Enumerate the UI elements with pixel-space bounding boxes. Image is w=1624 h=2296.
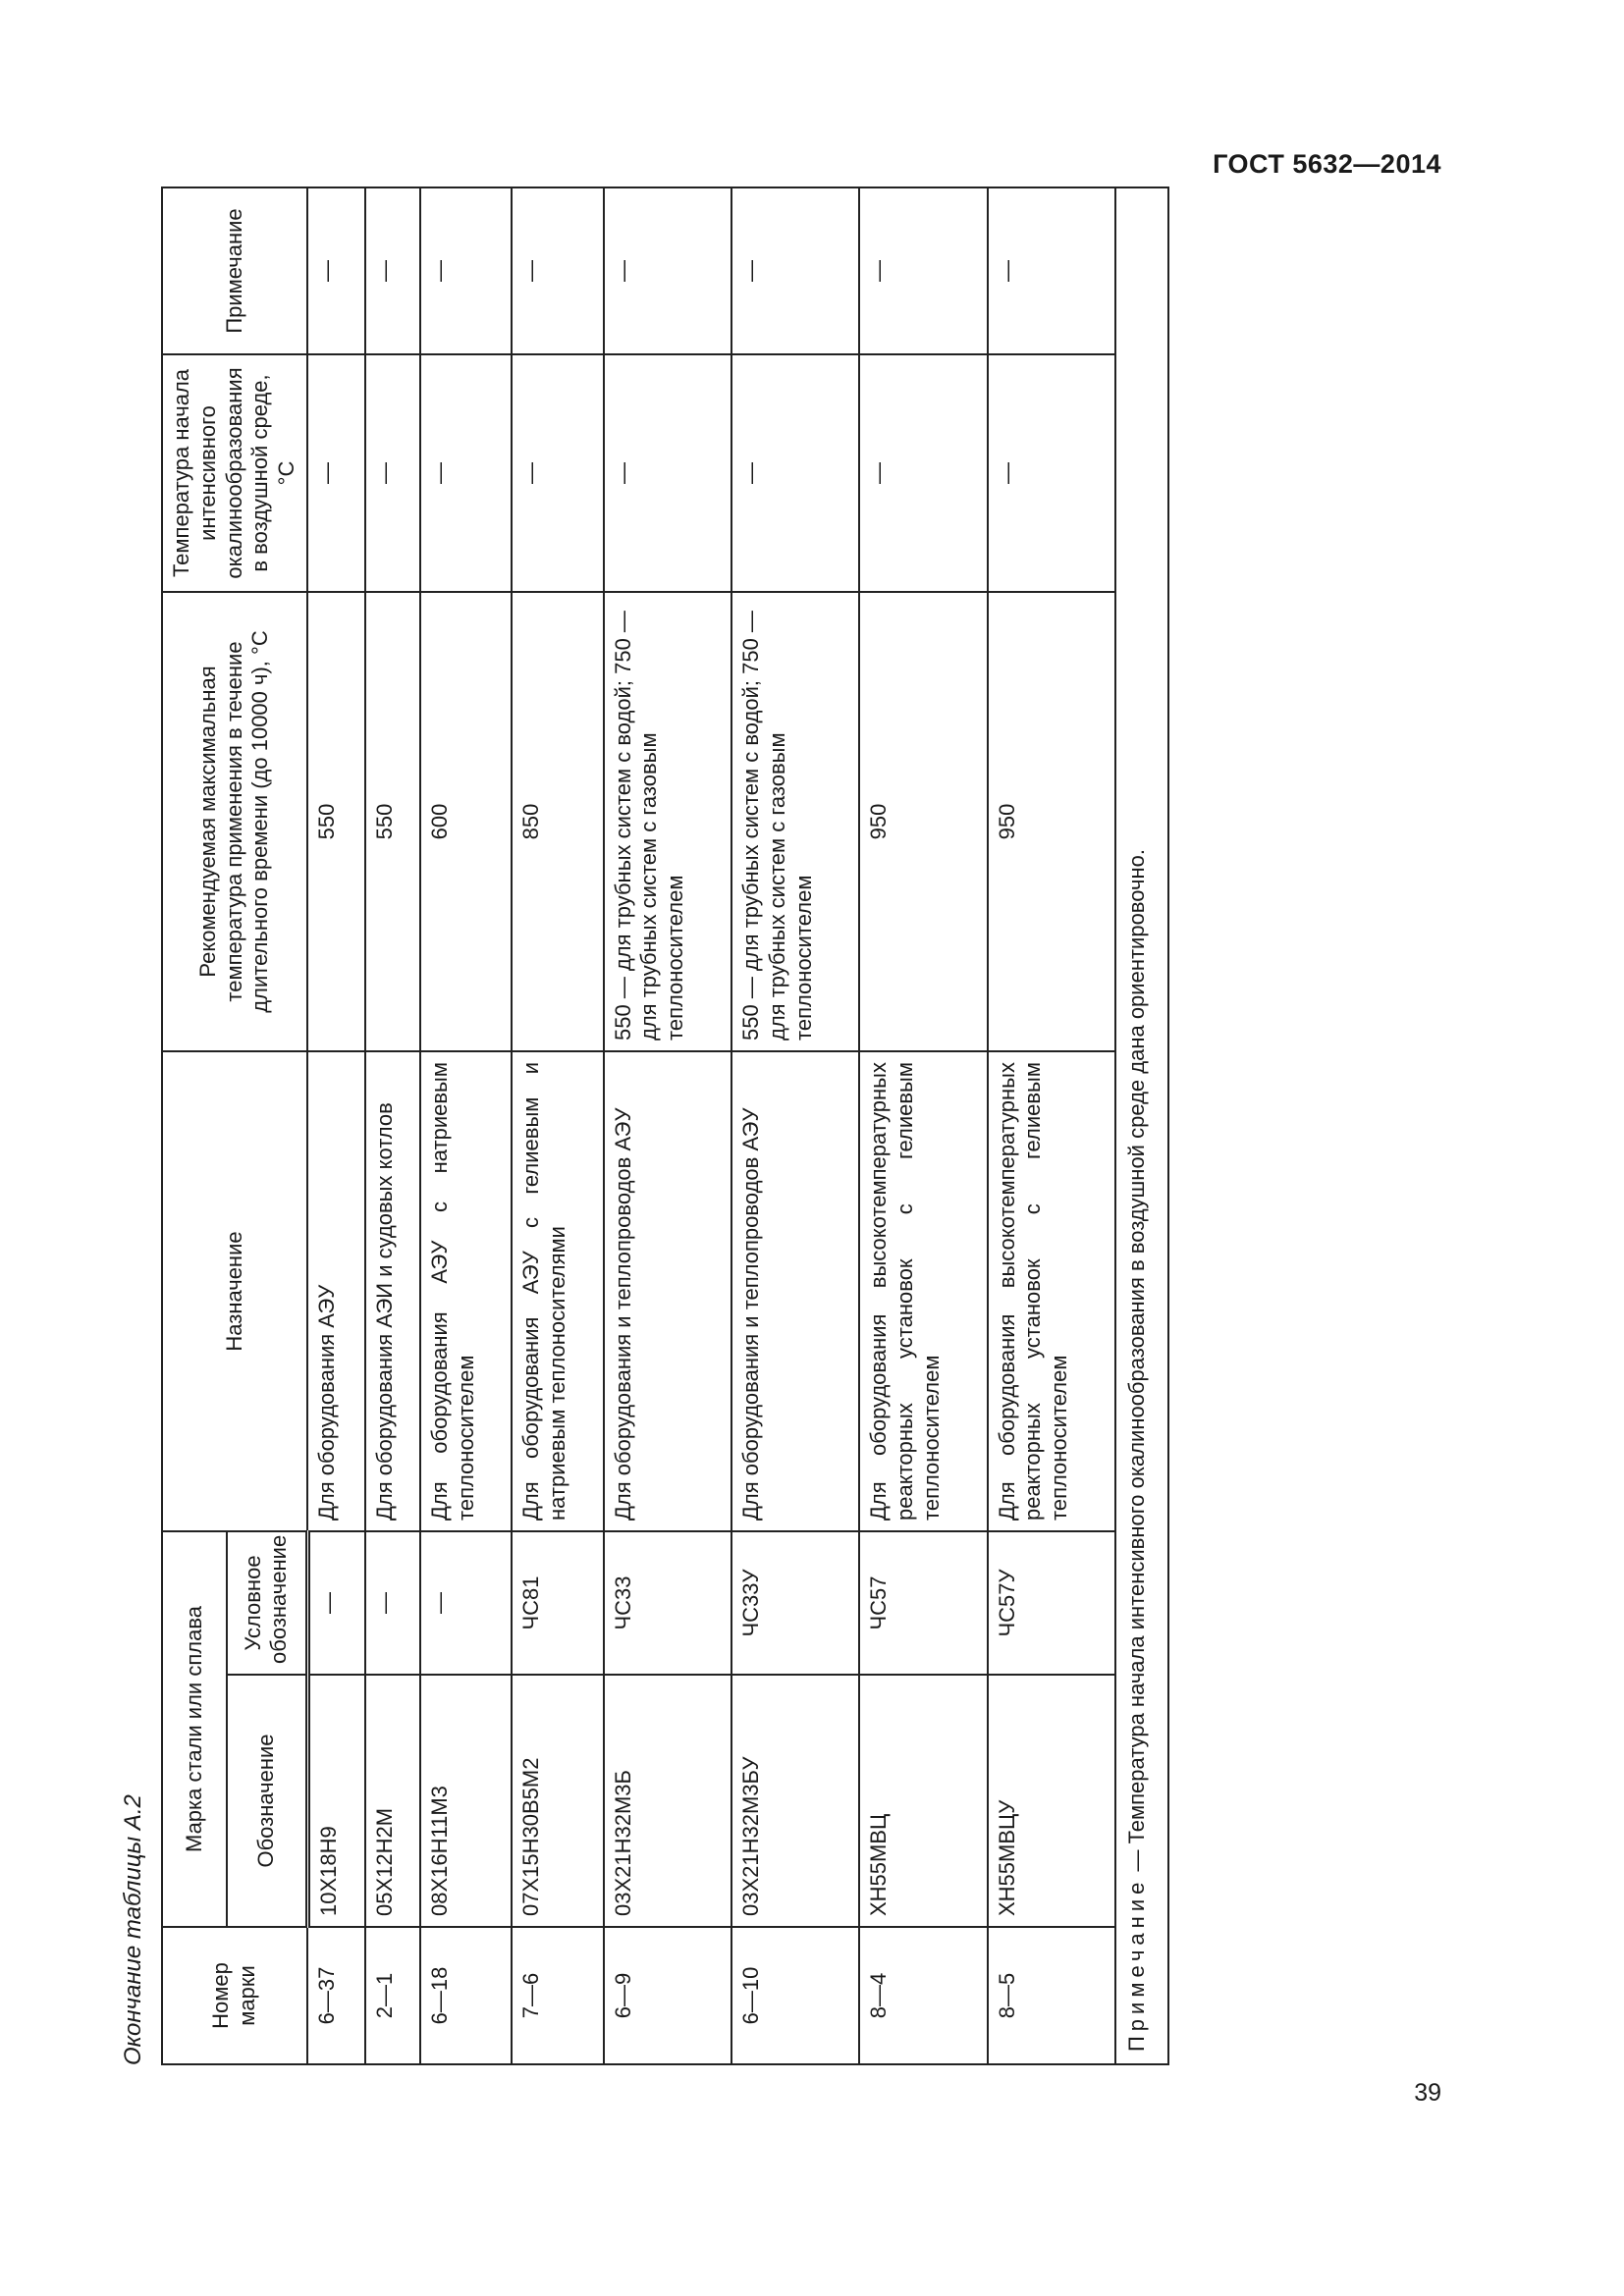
cell-temp: 600 — [420, 592, 512, 1051]
cell-purpose: Для оборудования и теплопроводов АЭУ — [604, 1051, 731, 1531]
standard-code: ГОСТ 5632—2014 — [1213, 149, 1441, 179]
cell-designation: 05Х12Н2М — [365, 1675, 420, 1927]
cell-note: — — [731, 187, 859, 354]
cell-note: — — [604, 187, 731, 354]
cell-scaling: — — [365, 354, 420, 592]
cell-conventional: — — [307, 1531, 364, 1675]
cell-note: — — [420, 187, 512, 354]
cell-note: — — [512, 187, 603, 354]
cell-number: 6—37 — [307, 1927, 364, 2064]
cell-number: 8—4 — [859, 1927, 987, 2064]
cell-scaling: — — [859, 354, 987, 592]
cell-number: 6—10 — [731, 1927, 859, 2064]
cell-purpose: Для оборудования и теплопроводов АЭУ — [731, 1051, 859, 1531]
cell-scaling: — — [420, 354, 512, 592]
cell-conventional: — — [365, 1531, 420, 1675]
cell-conventional: ЧС33У — [731, 1531, 859, 1675]
cell-designation: 10Х18Н9 — [307, 1675, 364, 1927]
cell-purpose: Для оборудования высокотемпературных реакторных установок с гелиевым теплоносителем — [988, 1051, 1115, 1531]
rotated-table-block — [106, 188, 1147, 2065]
table-row — [988, 187, 1115, 2064]
table-row — [420, 187, 512, 2064]
col-grade-group: Марка стали или сплава — [162, 1531, 227, 1927]
cell-temp: 550 — для трубных систем с водой; 750 — для трубных систем с газовым теплоносителем — [604, 592, 731, 1051]
cell-note: — — [365, 187, 420, 354]
cell-conventional: ЧС81 — [512, 1531, 603, 1675]
cell-number: 7—6 — [512, 1927, 603, 2064]
cell-conventional: ЧС57 — [859, 1531, 987, 1675]
col-grade-number: Номер марки — [162, 1927, 307, 2064]
table-row — [365, 187, 420, 2064]
cell-purpose: Для оборудования АЭУ с гелиевым и натриевым теплоносителями — [512, 1051, 603, 1531]
cell-purpose: Для оборудования высокотемпературных реакторных установок с гелиевым теплоносителем — [859, 1051, 987, 1531]
cell-note: — — [988, 187, 1115, 354]
table-row — [307, 187, 364, 2064]
cell-purpose: Для оборудования АЭУ с натриевым теплоносителем — [420, 1051, 512, 1531]
cell-temp: 850 — [512, 592, 603, 1051]
table-container — [161, 188, 1147, 2065]
table-row — [859, 187, 987, 2064]
cell-designation: 03Х21Н32М3БУ — [731, 1675, 859, 1927]
cell-number: 6—18 — [420, 1927, 512, 2064]
cell-scaling: — — [604, 354, 731, 592]
cell-number: 6—9 — [604, 1927, 731, 2064]
cell-designation: 07Х15Н30В5М2 — [512, 1675, 603, 1927]
table-row — [731, 187, 859, 2064]
table-row — [604, 187, 731, 2064]
cell-scaling: — — [512, 354, 603, 592]
page-number: 39 — [1414, 2079, 1441, 2107]
cell-temp: 550 — [307, 592, 364, 1051]
cell-note: — — [307, 187, 364, 354]
cell-purpose: Для оборудования АЭИ и судовых котлов — [365, 1051, 420, 1531]
cell-conventional: ЧС57У — [988, 1531, 1115, 1675]
cell-temp: 950 — [859, 592, 987, 1051]
cell-purpose: Для оборудования АЭУ — [307, 1051, 364, 1531]
cell-note: — — [859, 187, 987, 354]
footnote-text: — Температура начала интенсивного окалинообразования в воздушной среде дана ориентировочно. — [1123, 849, 1149, 1878]
col-purpose: Назначение — [162, 1051, 307, 1531]
cell-number: 2—1 — [365, 1927, 420, 2064]
cell-scaling: — — [731, 354, 859, 592]
cell-temp: 550 — [365, 592, 420, 1051]
table-row — [512, 187, 603, 2064]
col-conventional: Условное обозначение — [227, 1531, 307, 1675]
cell-designation: 08Х16Н11М3 — [420, 1675, 512, 1927]
col-scaling-temp: Температура начала интенсивного окалинообразования в воздушной среде, °С — [162, 354, 307, 592]
cell-designation: ХН55МВЦУ — [988, 1675, 1115, 1927]
cell-temp: 550 — для трубных систем с водой; 750 — для трубных систем с газовым теплоносителем — [731, 592, 859, 1051]
cell-designation: 03Х21Н32М3Б — [604, 1675, 731, 1927]
cell-number: 8—5 — [988, 1927, 1115, 2064]
table-caption: Окончание таблицы А.2 — [120, 1794, 146, 2065]
steel-grades-table — [161, 187, 1169, 2065]
col-note: Примечание — [162, 187, 307, 354]
footnote-label: Примечание — [1123, 1877, 1149, 2052]
cell-scaling: — — [307, 354, 364, 592]
cell-scaling: — — [988, 354, 1115, 592]
col-designation: Обозначение — [227, 1675, 307, 1927]
cell-conventional: — — [420, 1531, 512, 1675]
cell-conventional: ЧС33 — [604, 1531, 731, 1675]
table-footnote — [1115, 187, 1168, 2064]
col-recommended-temp: Рекомендуемая максимальная температура применения в течение длительного времени (до 10000 ч), °С — [162, 592, 307, 1051]
cell-temp: 950 — [988, 592, 1115, 1051]
cell-designation: ХН55МВЦ — [859, 1675, 987, 1927]
